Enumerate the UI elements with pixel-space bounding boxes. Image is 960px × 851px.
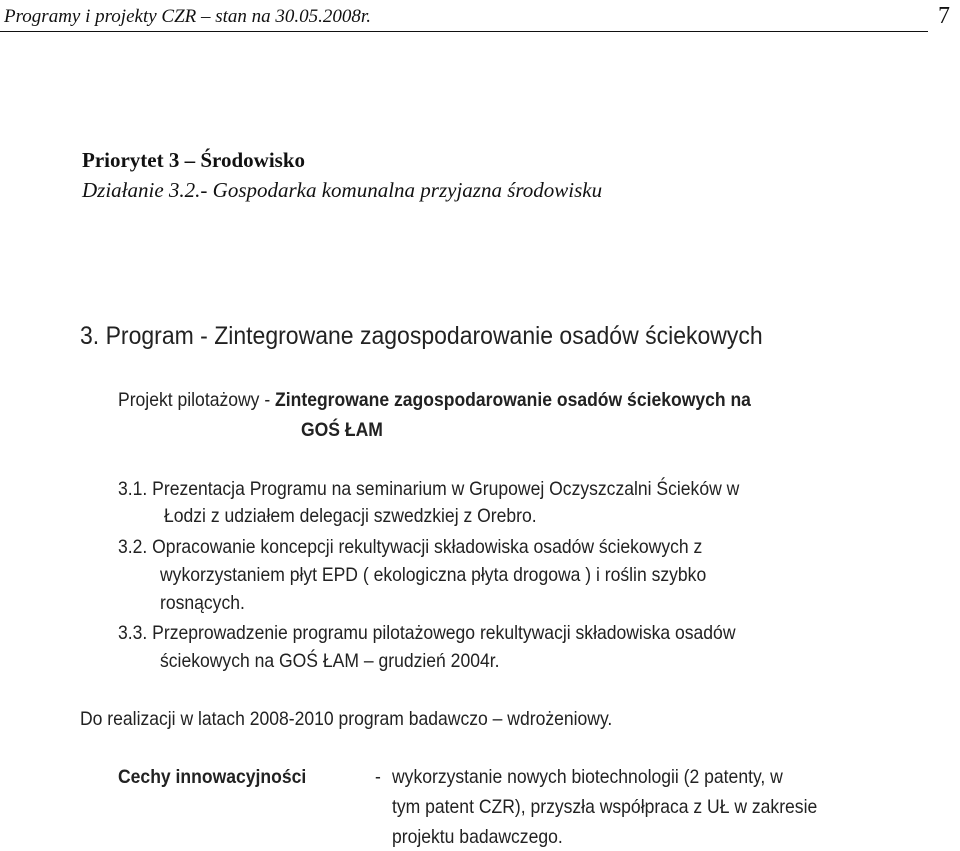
item-text: Prezentacja Programu na seminarium w Grupowej Oczyszczalni Ścieków w <box>147 478 740 500</box>
program-title: 3. Program - Zintegrowane zagospodarowanie osadów ściekowych <box>80 322 763 350</box>
pilot-project-title: Zintegrowane zagospodarowanie osadów ściekowych na <box>275 389 751 411</box>
innovation-line: wykorzystanie nowych biotechnologii (2 patenty, w <box>392 766 783 788</box>
innovation-line: tym patent CZR), przyszła współpraca z UŁ w zakresie <box>392 796 818 818</box>
item-text: Przeprowadzenie programu pilotażowego rekultywacji składowiska osadów <box>147 622 736 644</box>
pilot-project-site: GOŚ ŁAM <box>301 419 383 441</box>
pilot-project-line <box>118 389 751 412</box>
innovation-label-text: Cechy innowacyjności <box>118 766 307 788</box>
item-text: Opracowanie koncepcji rekultywacji składowiska osadów ściekowych z <box>147 536 703 558</box>
action-subheading: Działanie 3.2.- Gospodarka komunalna przyjazna środowisku <box>82 178 603 202</box>
item-3-1 <box>118 478 739 501</box>
item-3-3-continued: ściekowych na GOŚ ŁAM – grudzień 2004r. <box>160 650 500 672</box>
item-3-3 <box>118 622 735 645</box>
item-number: 3.3. <box>118 622 148 644</box>
pilot-project-prefix: Projekt pilotażowy - <box>118 389 276 411</box>
realization-note: Do realizacji w latach 2008-2010 program badawczo – wdrożeniowy. <box>80 708 613 730</box>
innovation-label <box>118 766 306 789</box>
innovation-dash: - <box>375 766 381 788</box>
header-divider <box>0 31 928 32</box>
item-3-2-continued: wykorzystaniem płyt EPD ( ekologiczna płyta drogowa ) i roślin szybko <box>160 564 707 586</box>
page-number: 7 <box>938 3 950 29</box>
innovation-line: projektu badawczego. <box>392 826 563 848</box>
item-3-1-continued: Łodzi z udziałem delegacji szwedzkiej z Orebro. <box>164 505 537 527</box>
item-number: 3.2. <box>118 536 148 558</box>
pilot-project-title-continued <box>301 419 383 442</box>
item-3-2-continued: rosnących. <box>160 592 245 614</box>
item-number: 3.1. <box>118 478 148 500</box>
item-3-2 <box>118 536 702 559</box>
priority-heading: Priorytet 3 – Środowisko <box>82 148 306 172</box>
running-header-title: Programy i projekty CZR – stan na 30.05.2008r. <box>4 6 371 27</box>
